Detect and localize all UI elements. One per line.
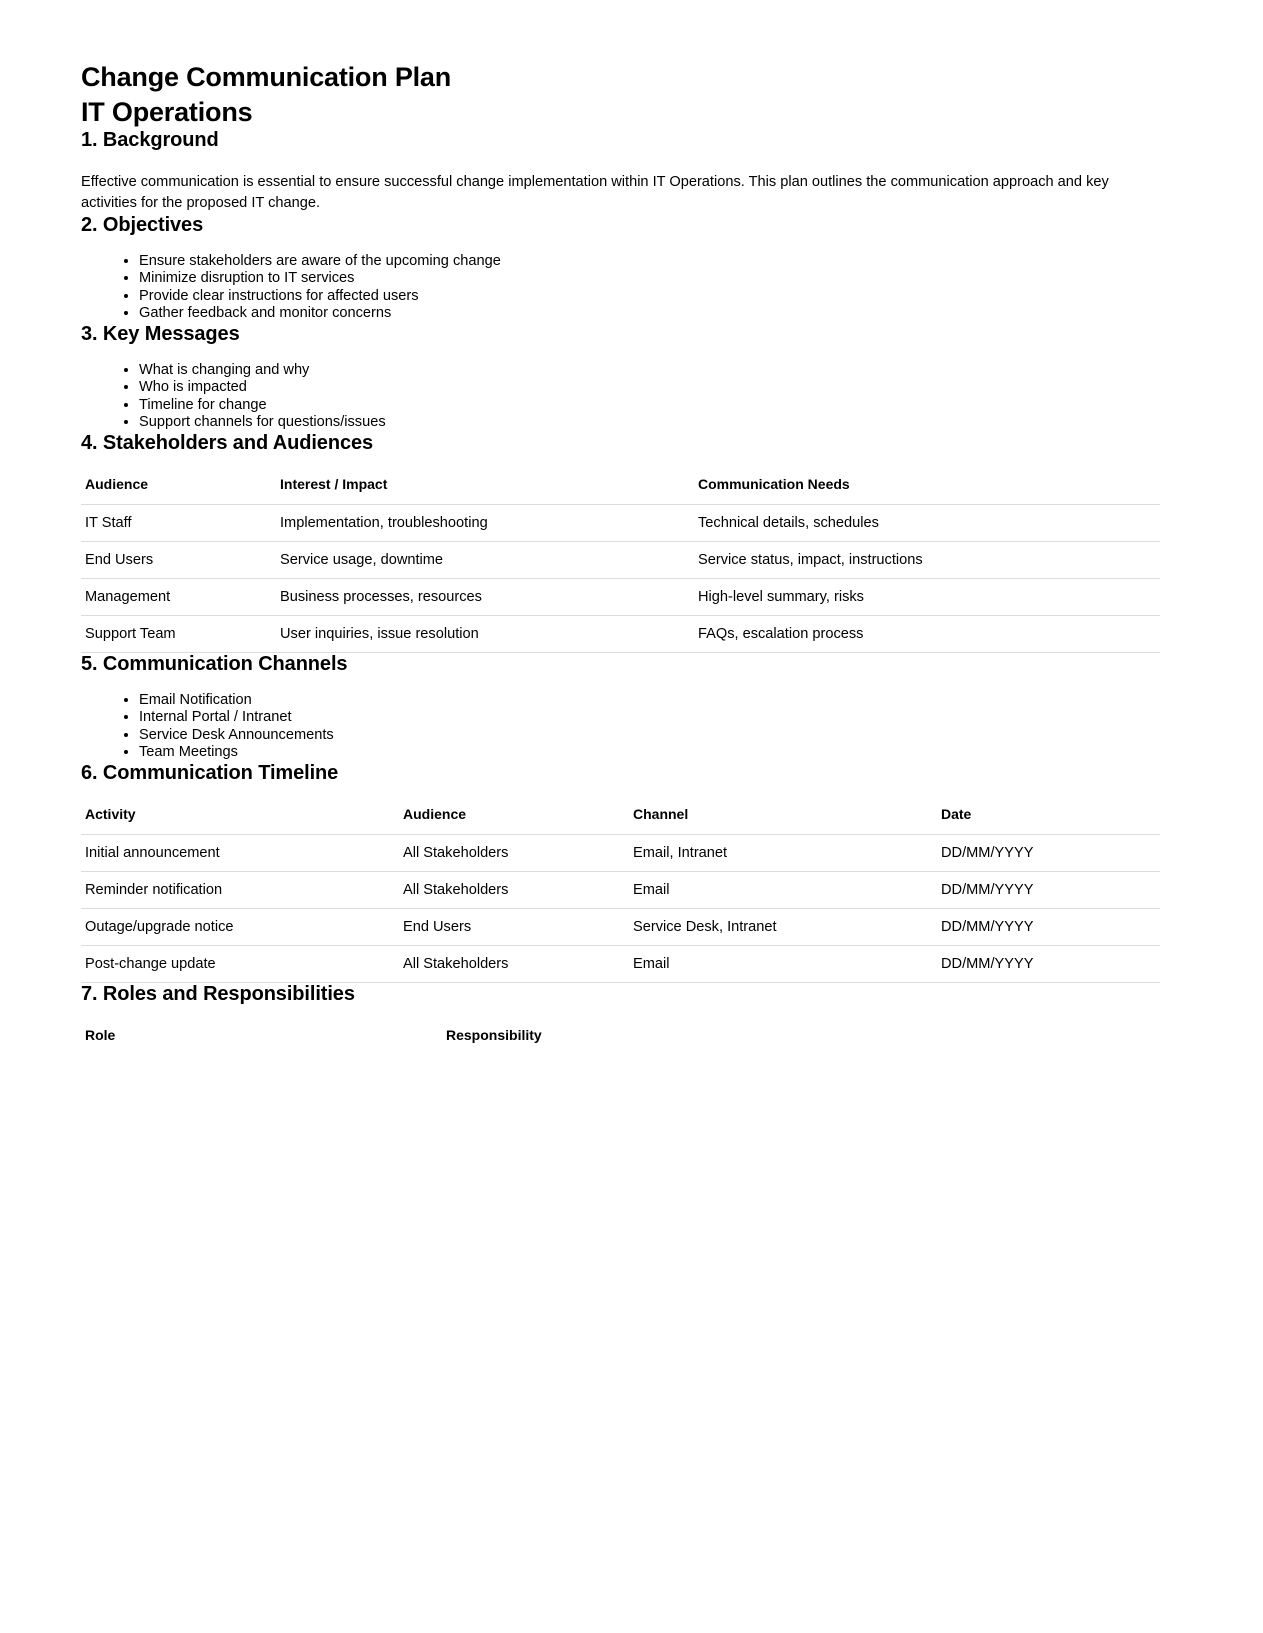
cell-interest-impact: Business processes, resources xyxy=(276,578,694,615)
list-item: • Timeline for change xyxy=(139,397,1160,415)
table-row xyxy=(81,871,1160,908)
column-header-date: Date xyxy=(937,806,1160,835)
cell-audience: Support Team xyxy=(81,615,276,652)
cell-channel: Email xyxy=(629,871,937,908)
column-header-audience: Audience xyxy=(81,476,276,505)
column-header-audience: Audience xyxy=(399,806,629,835)
cell-communication-needs: High-level summary, risks xyxy=(694,578,1160,615)
section-heading-key-messages: 3. Key Messages xyxy=(81,322,240,345)
cell-activity: Initial announcement xyxy=(81,834,399,871)
cell-audience: All Stakeholders xyxy=(399,834,629,871)
cell-activity: Post-change update xyxy=(81,945,399,982)
column-header-channel: Channel xyxy=(629,806,937,835)
cell-audience: IT Staff xyxy=(81,504,276,541)
section-heading-timeline: 6. Communication Timeline xyxy=(81,761,339,784)
cell-interest-impact: Implementation, troubleshooting xyxy=(276,504,694,541)
table-row xyxy=(81,541,1160,578)
list-item: • Minimize disruption to IT services xyxy=(139,270,1160,288)
list-item: • Gather feedback and monitor concerns xyxy=(139,305,1160,323)
timeline-table xyxy=(81,806,1160,983)
cell-audience: Management xyxy=(81,578,276,615)
table-row xyxy=(81,615,1160,652)
list-item: • What is changing and why xyxy=(139,362,1160,380)
list-item: • Ensure stakeholders are aware of the upcoming change xyxy=(139,253,1160,271)
page-title-line-1: Change Communication Plan xyxy=(81,62,452,92)
list-item: • Service Desk Announcements xyxy=(139,727,1160,745)
page-title xyxy=(81,52,1160,129)
objectives-list xyxy=(81,253,1160,323)
table-header-row xyxy=(81,476,1160,505)
cell-interest-impact: User inquiries, issue resolution xyxy=(276,615,694,652)
list-item: • Email Notification xyxy=(139,692,1160,710)
section-heading-stakeholders: 4. Stakeholders and Audiences xyxy=(81,431,374,454)
column-header-role: Role xyxy=(85,1026,116,1043)
cell-channel: Email xyxy=(629,945,937,982)
cell-audience: End Users xyxy=(399,908,629,945)
table-header-row xyxy=(81,806,1160,835)
channels-list xyxy=(81,692,1160,762)
table-header-row xyxy=(81,1027,1160,1043)
section-heading-objectives: 2. Objectives xyxy=(81,213,204,236)
column-header-responsibility: Responsibility xyxy=(446,1026,542,1043)
cell-communication-needs: Service status, impact, instructions xyxy=(694,541,1160,578)
list-item: • Team Meetings xyxy=(139,744,1160,762)
roles-table xyxy=(81,1027,1160,1043)
cell-date: DD/MM/YYYY xyxy=(937,945,1160,982)
list-item: • Support channels for questions/issues xyxy=(139,414,1160,432)
cell-audience: All Stakeholders xyxy=(399,945,629,982)
column-header-communication-needs: Communication Needs xyxy=(694,476,1160,505)
key-messages-list xyxy=(81,362,1160,432)
list-item: • Provide clear instructions for affected users xyxy=(139,288,1160,306)
table-row xyxy=(81,578,1160,615)
stakeholders-table xyxy=(81,476,1160,653)
cell-activity: Reminder notification xyxy=(81,871,399,908)
section-heading-roles: 7. Roles and Responsibilities xyxy=(81,982,355,1005)
column-header-interest-impact: Interest / Impact xyxy=(276,476,694,505)
section-heading-background: 1. Background xyxy=(81,129,219,152)
page-title-line-2: IT Operations xyxy=(81,96,253,127)
cell-channel: Email, Intranet xyxy=(629,834,937,871)
cell-communication-needs: Technical details, schedules xyxy=(694,504,1160,541)
table-row xyxy=(81,834,1160,871)
cell-channel: Service Desk, Intranet xyxy=(629,908,937,945)
cell-date: DD/MM/YYYY xyxy=(937,834,1160,871)
section-heading-channels: 5. Communication Channels xyxy=(81,652,348,675)
cell-audience: End Users xyxy=(81,541,276,578)
cell-activity: Outage/upgrade notice xyxy=(81,908,399,945)
list-item: • Internal Portal / Intranet xyxy=(139,709,1160,727)
cell-interest-impact: Service usage, downtime xyxy=(276,541,694,578)
background-paragraph: Effective communication is essential to ensure successful change implementation within IT Operations. This plan outlines the communication approach and key activities for the proposed IT change. xyxy=(81,174,1109,211)
column-header-activity: Activity xyxy=(81,806,399,835)
cell-audience: All Stakeholders xyxy=(399,871,629,908)
table-row xyxy=(81,945,1160,982)
table-row xyxy=(81,504,1160,541)
cell-communication-needs: FAQs, escalation process xyxy=(694,615,1160,652)
cell-date: DD/MM/YYYY xyxy=(937,871,1160,908)
cell-date: DD/MM/YYYY xyxy=(937,908,1160,945)
list-item: • Who is impacted xyxy=(139,379,1160,397)
table-row xyxy=(81,908,1160,945)
